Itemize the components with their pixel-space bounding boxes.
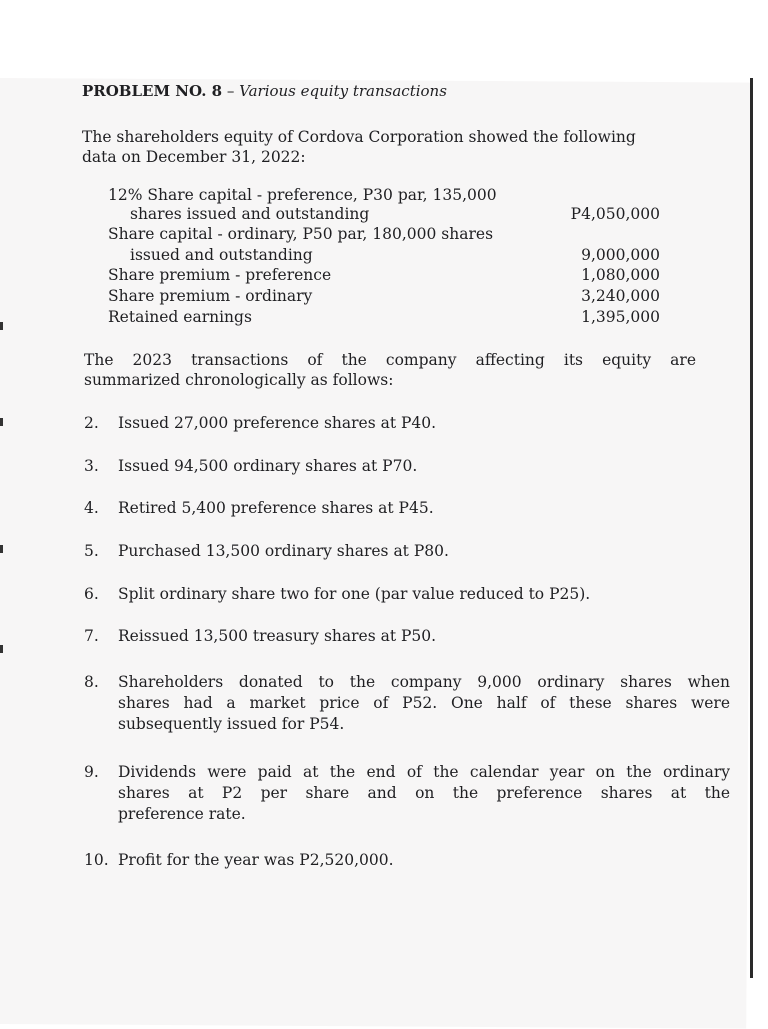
item-text: Reissued 13,500 treasury shares at P50. (118, 627, 437, 645)
item-number: 2. (84, 414, 99, 432)
equity-row (108, 286, 660, 306)
item-text-line: Shareholders donated to the company 9,000 ordinary shares when (118, 673, 730, 691)
problem-title (82, 82, 447, 100)
equity-label: Share capital - ordinary, P50 par, 180,000 shares (108, 225, 494, 243)
transactions-intro-line: summarized chronologically as follows: (84, 371, 394, 389)
item-text: Profit for the year was P2,520,000. (118, 851, 394, 869)
item-text-line: shares at P2 per share and on the preference shares at the (118, 784, 730, 802)
equity-label: Share premium - ordinary (108, 287, 313, 305)
equity-amount: P4,050,000 (570, 205, 660, 223)
problem-label: PROBLEM NO. 8 (82, 82, 223, 100)
item-number: 3. (84, 457, 99, 475)
equity-row (108, 185, 660, 205)
item-text-line: shares had a market price of P52. One half of these shares were (118, 694, 730, 712)
equity-row (108, 204, 660, 224)
equity-amount: 1,080,000 (581, 266, 660, 284)
item-text: Retired 5,400 preference shares at P45. (118, 499, 434, 517)
item-number: 9. (84, 763, 99, 781)
intro-line: data on December 31, 2022: (82, 148, 306, 166)
equity-label: shares issued and outstanding (130, 205, 370, 223)
edge-mark (0, 645, 3, 653)
item-text: Issued 94,500 ordinary shares at P70. (118, 457, 418, 475)
edge-mark (0, 322, 3, 330)
item-text-line: preference rate. (118, 805, 246, 823)
transactions-intro (84, 350, 696, 390)
intro-paragraph (82, 127, 636, 167)
item-number: 8. (84, 673, 99, 691)
equity-row (108, 265, 660, 285)
item-number: 5. (84, 542, 99, 560)
item-text: Split ordinary share two for one (par value reduced to P25). (118, 585, 591, 603)
intro-line: The shareholders equity of Cordova Corporation showed the following (82, 128, 636, 146)
item-number: 10. (84, 851, 109, 869)
equity-label: Retained earnings (108, 308, 252, 326)
item-number: 4. (84, 499, 99, 517)
item-number: 6. (84, 585, 99, 603)
transactions-intro-line: The 2023 transactions of the company affecting its equity are (84, 351, 696, 369)
equity-amount: 3,240,000 (581, 287, 660, 305)
equity-amount: 1,395,000 (581, 308, 660, 326)
page-binding-edge (750, 78, 753, 978)
equity-amount: 9,000,000 (581, 246, 660, 264)
item-text: Issued 27,000 preference shares at P40. (118, 414, 437, 432)
edge-mark (0, 418, 3, 426)
equity-row (108, 224, 660, 244)
equity-row (108, 245, 660, 265)
problem-subtitle: Various equity transactions (239, 82, 447, 100)
equity-label: issued and outstanding (130, 246, 313, 264)
edge-mark (0, 545, 3, 553)
item-text-line: subsequently issued for P54. (118, 715, 345, 733)
equity-row (108, 307, 660, 327)
equity-label: Share premium - preference (108, 266, 332, 284)
title-dash: – (222, 82, 240, 100)
item-text-line: Dividends were paid at the end of the calendar year on the ordinary (118, 763, 730, 781)
item-text: Purchased 13,500 ordinary shares at P80. (118, 542, 449, 560)
item-number: 7. (84, 627, 99, 645)
equity-label: 12% Share capital - preference, P30 par, 135,000 (108, 186, 497, 204)
